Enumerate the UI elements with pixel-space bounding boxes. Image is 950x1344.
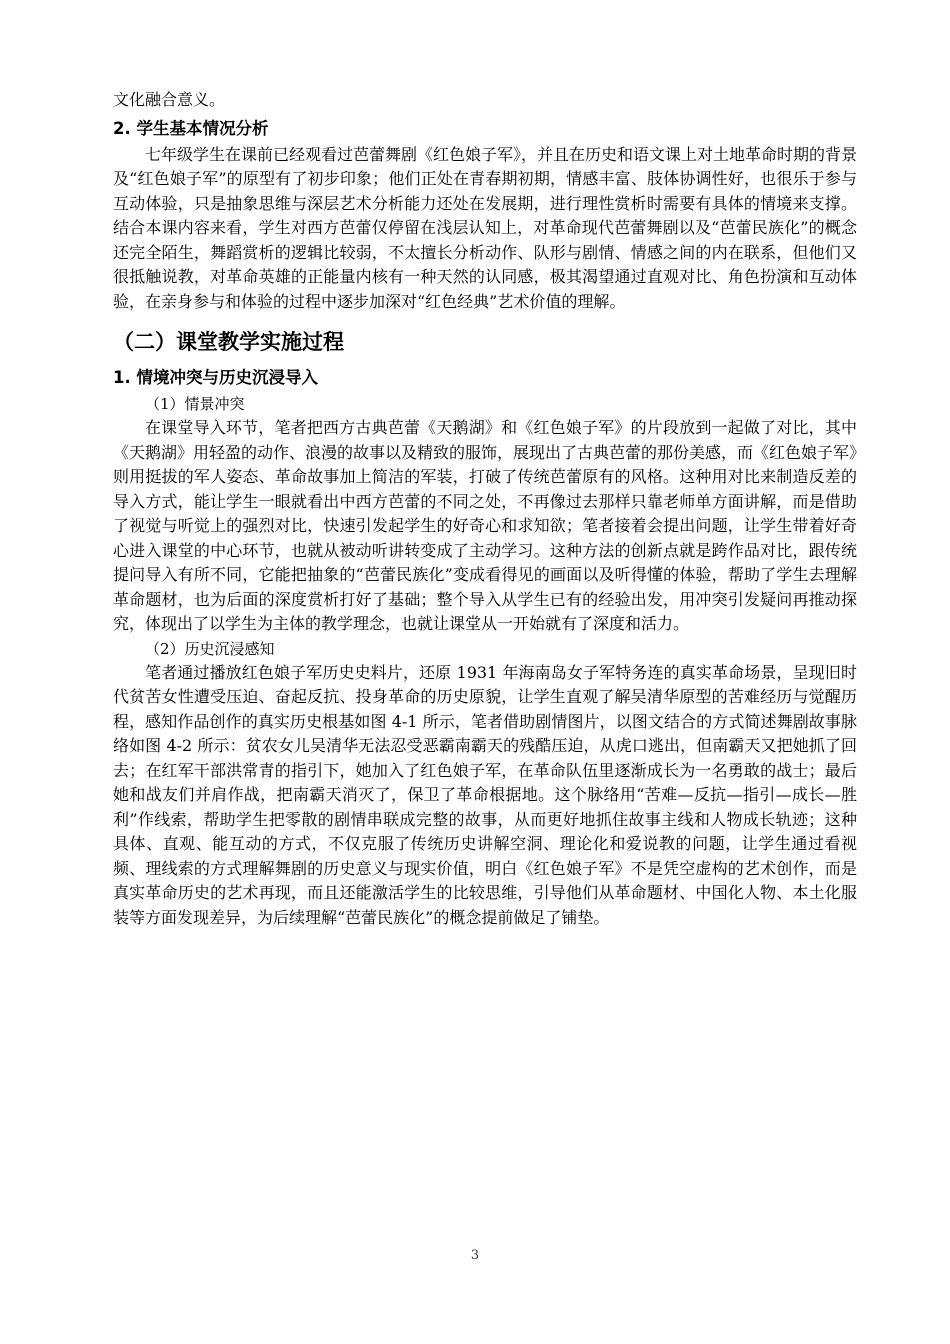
lead-line: 文化融合意义。 bbox=[113, 90, 226, 109]
section-2-paragraph: 七年级学生在课前已经观看过芭蕾舞剧《红色娘子军》，并且在历史和语文课上对土地革命时期的背景及“红色娘子军”的原型有了初步印象；他们正处在青春期初期，情感丰富、肢体协调性好，也很乐于参与互动体验，只是抽象思维与深层艺术分析能力还处在发展期，进行理性赏析时需要有具体的情境来支撑。结合本课内容来看，学生对西方芭蕾仅停留在浅层认知上，对革命现代芭蕾舞剧以及“芭蕾民族化”的概念还完全陌生，舞蹈赏析的逻辑比较弱，不太擅长分析动作、队形与剧情、情感之间的内在联系，但他们又很抵触说教，对革命英雄的正能量内核有一种天然的认同感，极其渴望通过直观对比、角色扮演和互动体验，在亲身参与和体验的过程中逐步加深对“红色经典”艺术价值的理解。 bbox=[113, 144, 858, 311]
section-2-heading: 2. 学生基本情况分析 bbox=[113, 118, 269, 138]
subsection-2-label: （2）历史沉浸感知 bbox=[145, 639, 275, 658]
subsection-1-label: （1）情景冲突 bbox=[145, 395, 245, 413]
subsection-2-paragraph: 笔者通过播放红色娘子军历史史料片，还原 1931 年海南岛女子军特务连的真实革命场景，呈现旧时代贫苦女性遭受压迫、奋起反抗、投身革命的历史原貌，让学生直观了解吴清华原型的苦难经历与觉醒历程，感知作品创作的真实历史根基如图 4-1 所示，笔者借助剧情图片，以图文结合的方式简述舞剧故事脉络如图 4-2 所示：贫农女儿吴清华无法忍受恶霸南霸天的残酷压迫，从虎口逃出，但南霸天又把她抓了回去；在红军干部洪常青的指引下，她加入了红色娘子军，在革命队伍里逐渐成长为一名勇敢的战士；最后她和战友们并肩作战，把南霸天消灭了，保卫了革命根据地。这个脉络用“苦难—反抗—指引—成长—胜利”作线索，帮助学生把零散的剧情串联成完整的故事，从而更好地抓住故事主线和人物成长轨迹；这种具体、直观、能互动的方式，不仅克服了传统历史讲解空洞、理论化和爱说教的问题，让学生通过看视频、理线索的方式理解舞剧的历史意义与现实价值，明白《红色娘子军》不是凭空虚构的艺术创作，而是真实革命历史的艺术再现，而且还能激活学生的比较思维，引导他们从革命题材、中国化人物、本土化服装等方面发现差异，为后续理解“芭蕾民族化”的概念提前做足了铺垫。 bbox=[113, 662, 857, 927]
page-number: 3 bbox=[470, 1248, 480, 1263]
section-1-heading: 1. 情境冲突与历史沉浸导入 bbox=[113, 368, 318, 387]
subsection-1-paragraph: 在课堂导入环节，笔者把西方古典芭蕾《天鹅湖》和《红色娘子军》的片段放到一起做了对比，其中《天鹅湖》用轻盈的动作、浪漫的故事以及精致的服饰，展现出了古典芭蕾的那份美感，而《红色娘子军》则用挺拔的军人姿态、革命故事加上简洁的军装，打破了传统芭蕾原有的风格。这种用对比来制造反差的导入方式，能让学生一眼就看出中西方芭蕾的不同之处，不再像过去那样只靠老师单方面讲解，而是借助了视觉与听觉上的强烈对比，快速引发起学生的好奇心和求知欲；笔者接着会提出问题，让学生带着好奇心进入课堂的中心环节，也就从被动听讲转变成了主动学习。这种方法的创新点就是跨作品对比，跟传统提问导入有所不同，它能把抽象的“芭蕾民族化”变成看得见的画面以及听得懂的体验，帮助了学生去理解革命题材，也为后面的深度赏析打好了基础；整个导入从学生已有的经验出发，用冲突引发疑问再推动探究，体现出了以学生为主体的教学理念，也就让课堂从一开始就有了深度和活力。 bbox=[113, 418, 858, 633]
body-text bbox=[113, 88, 857, 930]
chapter-heading: （二）课堂教学实施过程 bbox=[113, 330, 344, 354]
